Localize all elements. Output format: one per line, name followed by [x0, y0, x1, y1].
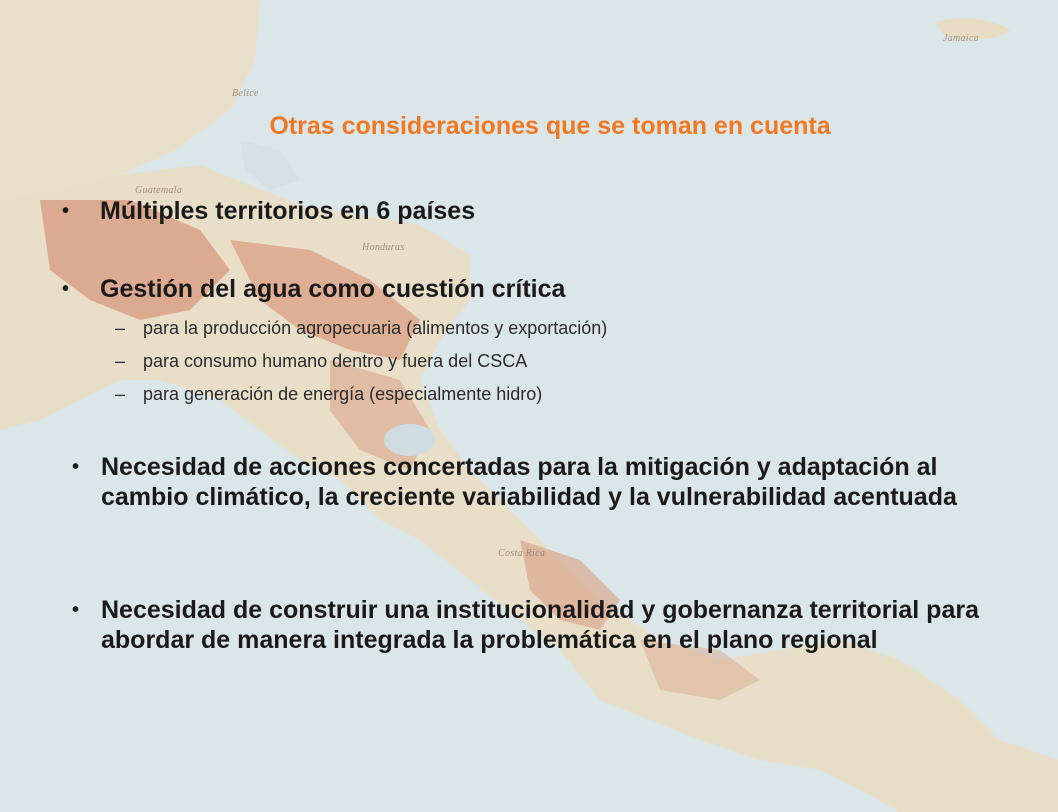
sub-text: para consumo humano dentro y fuera del CSCA [143, 351, 528, 371]
bullet-dot: • [72, 599, 80, 621]
bullet-item [62, 196, 962, 226]
sub-dash: – [115, 318, 126, 338]
bullet-item [62, 274, 962, 304]
map-label-jamaica: Jamaica [943, 33, 979, 44]
bullet-text: Múltiples territorios en 6 países [100, 197, 476, 225]
sub-dash: – [115, 351, 126, 371]
sub-text: para generación de energía (especialmente hidro) [143, 384, 543, 404]
sub-text: para la producción agropecuaria (alimentos y exportación) [143, 318, 608, 338]
bullet-text: Necesidad de acciones concertadas para la mitigación y adaptación al cambio climático, la creciente variabilidad y la vulnerabilidad acentuada [101, 453, 957, 511]
sub-dash: – [115, 384, 126, 404]
map-label-belice: Belice [232, 88, 259, 99]
bullet-text: Gestión del agua como cuestión crítica [100, 275, 566, 303]
bullet-item [72, 452, 1012, 512]
map-label-guatemala: Guatemala [135, 185, 183, 196]
bullet-text: Necesidad de construir una institucionalidad y gobernanza territorial para abordar de manera integrada la problemática en el plano regional [101, 596, 979, 654]
bullet-item [72, 595, 1032, 655]
slide-title: Otras consideraciones que se toman en cuenta [269, 112, 831, 140]
map-label-costa-rica: Costa Rica [498, 548, 546, 559]
map-label-honduras: Honduras [362, 242, 405, 253]
bullet-dot: • [72, 456, 80, 478]
bullet-dot: • [62, 278, 70, 300]
bullet-dot: • [62, 200, 70, 222]
